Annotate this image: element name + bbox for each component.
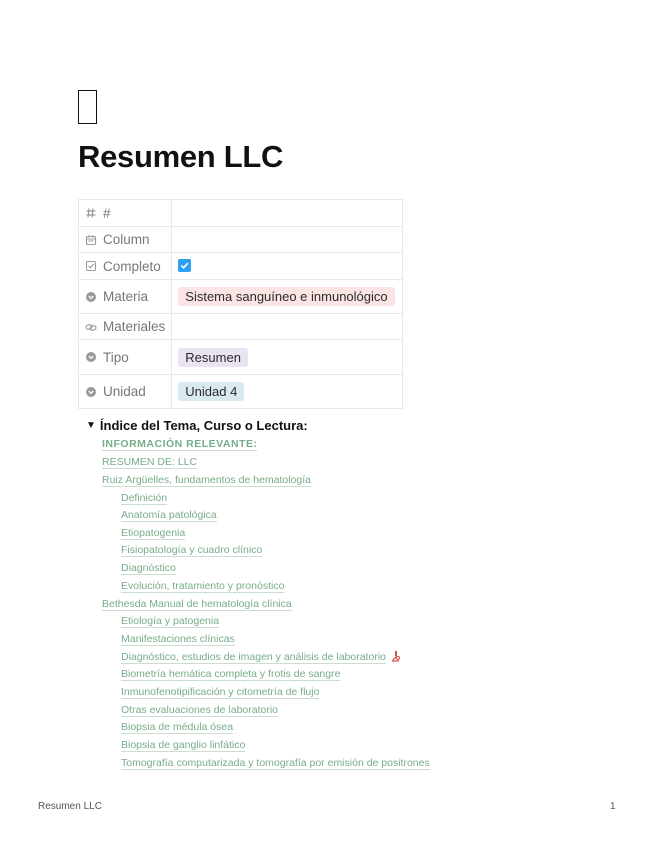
hash-icon [85, 207, 97, 219]
toc-item[interactable]: RESUMEN DE: LLC [102, 456, 198, 468]
calendar-icon [85, 234, 97, 246]
property-value-completo [172, 253, 403, 280]
property-key-column: Column [103, 232, 150, 247]
toc-item[interactable]: Evolución, tratamiento y pronóstico [121, 580, 285, 592]
select-icon [85, 291, 97, 303]
toc-item[interactable]: Etiopatogenia [121, 527, 186, 539]
footer-title: Resumen LLC [38, 801, 102, 812]
property-row-tipo [79, 340, 403, 375]
property-row-materiales [79, 314, 403, 340]
property-value-materiales[interactable] [172, 314, 403, 340]
property-key-unidad: Unidad [103, 384, 146, 399]
toc-item[interactable]: Biopsia de médula ósea [121, 721, 234, 733]
property-key-materia: Materia [103, 289, 149, 304]
toggle-title: Índice del Tema, Curso o Lectura: [99, 418, 308, 433]
toggle-triangle-icon[interactable]: ▼ [86, 420, 96, 431]
toc-item[interactable]: Fisiopatología y cuadro clínico [121, 544, 263, 556]
property-key-tipo: Tipo [103, 349, 129, 365]
toc-item[interactable]: Bethesda Manual de hematología clínica [102, 598, 292, 610]
property-value-unidad[interactable] [172, 375, 403, 409]
completo-checkbox[interactable] [178, 259, 191, 272]
toc-item[interactable]: Otras evaluaciones de laboratorio [121, 704, 279, 716]
toc-item[interactable]: Biometría hemática completa y frotis de sangre [121, 668, 341, 680]
toc-item[interactable]: Inmunofenotipificación y citometría de flujo [121, 686, 320, 698]
toc-item[interactable]: Definición [121, 492, 168, 504]
property-key-number: # [103, 205, 111, 221]
checkbox-property-icon [85, 260, 97, 272]
property-row-column [79, 227, 403, 253]
select-icon [85, 351, 97, 363]
toc-item[interactable]: Tomografía computarizada y tomografía por emisión de positrones [121, 757, 430, 769]
property-value-column[interactable] [172, 227, 403, 253]
tipo-tag: Resumen [178, 348, 248, 367]
index-toggle[interactable] [86, 418, 308, 433]
toc-item[interactable]: Etiología y patogenia [121, 615, 220, 627]
property-value-materia[interactable] [172, 280, 403, 314]
property-value-tipo[interactable] [172, 340, 403, 375]
unidad-tag: Unidad 4 [178, 382, 244, 401]
property-value-number[interactable] [172, 200, 403, 227]
property-key-materiales: Materiales [103, 319, 166, 334]
link-icon [85, 321, 97, 333]
property-row-unidad [79, 375, 403, 409]
checkmark-icon [179, 260, 190, 271]
properties-table [78, 199, 403, 409]
materia-tag: Sistema sanguíneo e inmunológico [178, 287, 394, 306]
select-icon [85, 386, 97, 398]
property-row-materia [79, 280, 403, 314]
toc-item[interactable]: Manifestaciones clínicas [121, 633, 235, 645]
page-number: 1 [610, 801, 616, 812]
page-icon [78, 90, 97, 124]
toc-item[interactable]: Diagnóstico, estudios de imagen y análisis de laboratorio [121, 650, 401, 666]
toc-item[interactable]: Anatomía patológica [121, 509, 217, 521]
toc-item[interactable]: Ruiz Argüelles, fundamentos de hematología [102, 474, 311, 486]
property-row-completo [79, 253, 403, 280]
toc-item[interactable]: Diagnóstico [121, 562, 176, 574]
page-title: Resumen LLC [78, 139, 284, 174]
property-key-completo: Completo [103, 258, 161, 274]
toc-item[interactable]: INFORMACIÓN RELEVANTE: [102, 438, 258, 450]
toc-item[interactable]: Biopsia de ganglio linfático [121, 739, 246, 751]
microscope-icon [390, 650, 401, 666]
property-row-number [79, 200, 403, 227]
